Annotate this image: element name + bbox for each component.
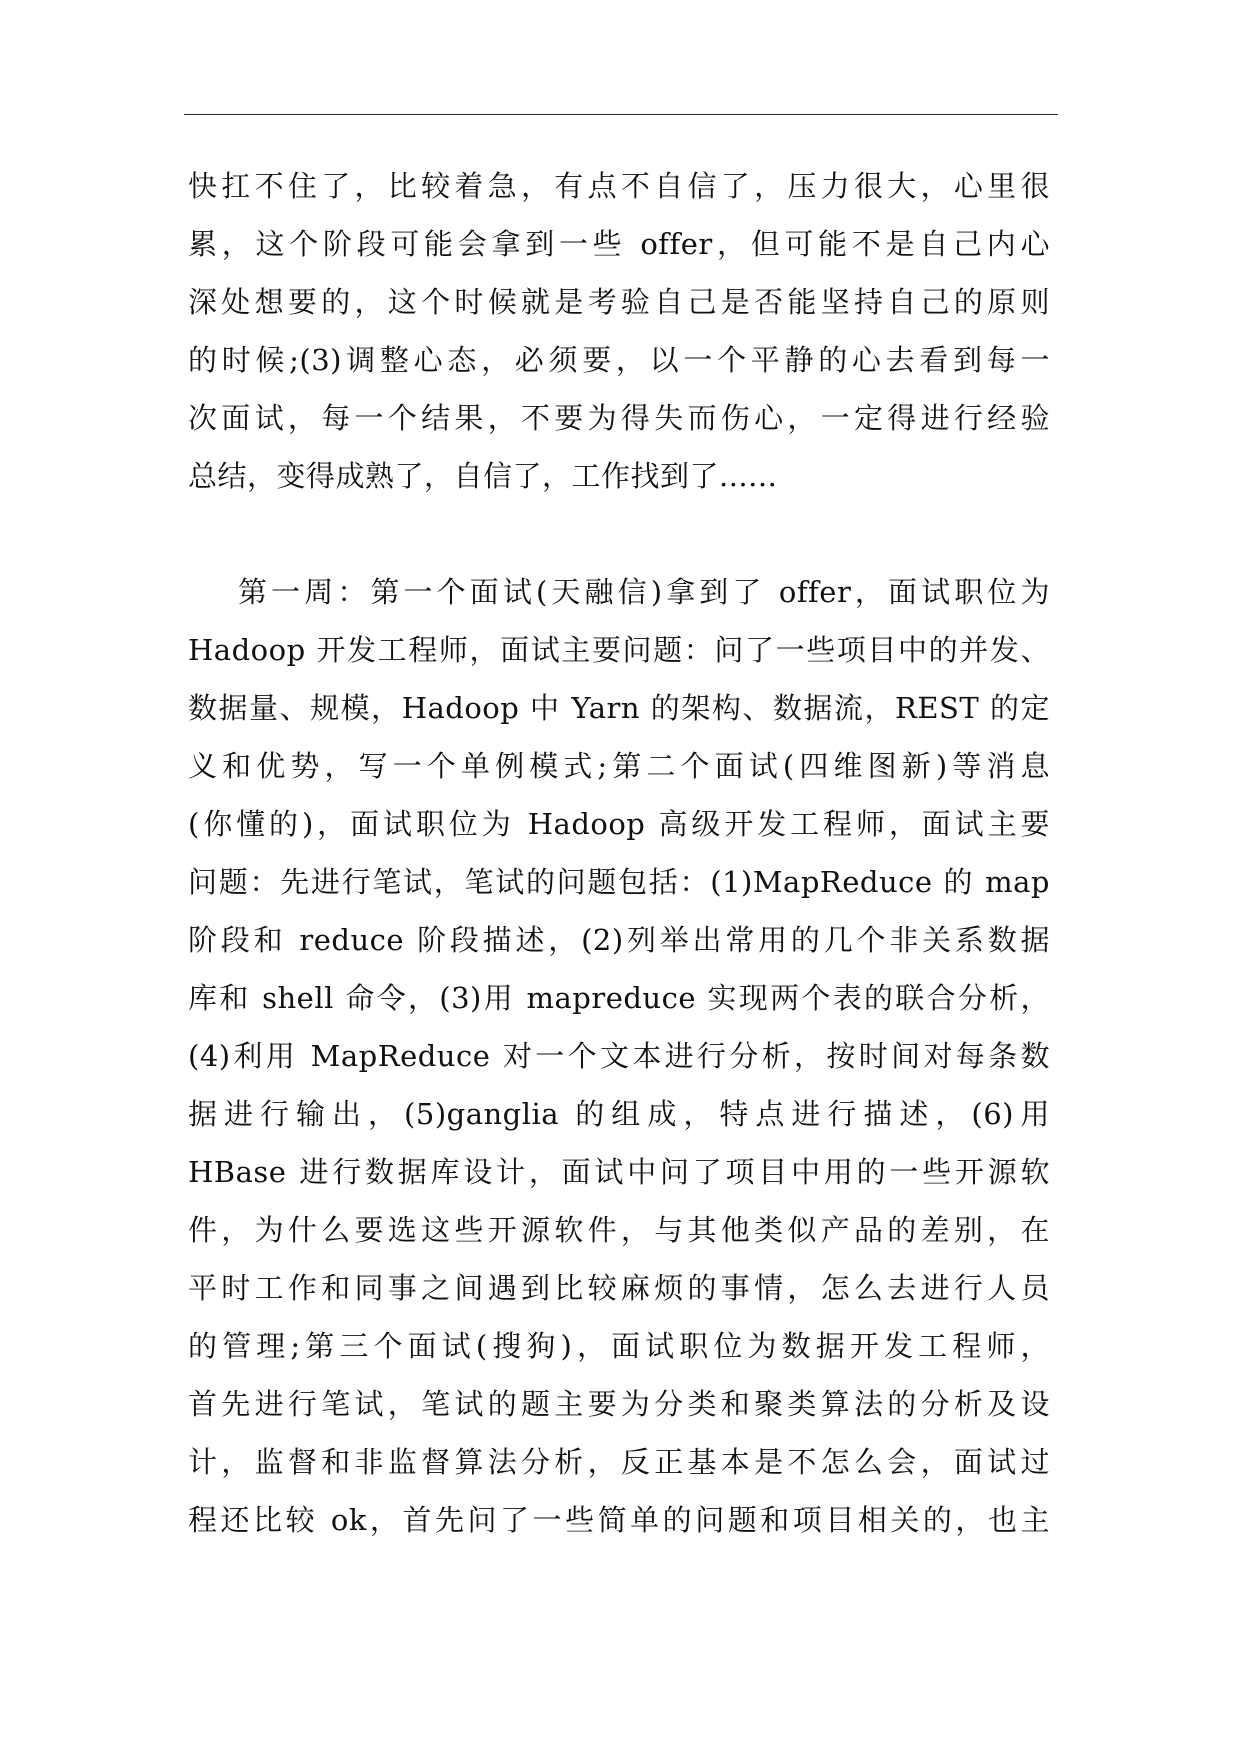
paragraph-line: 的管理;第三个面试(搜狗)，面试职位为数据开发工程师， [188,1329,1050,1363]
paragraph-line: 平时工作和同事之间遇到比较麻烦的事情，怎么去进行人员 [188,1271,1050,1305]
paragraph-line: 的时候;(3)调整心态，必须要，以一个平静的心去看到每一 [188,343,1050,377]
paragraph-line: 第一周：第一个面试(天融信)拿到了 offer，面试职位为 [238,575,1050,609]
paragraph-line: 次面试，每一个结果，不要为得失而伤心，一定得进行经验 [188,401,1050,435]
paragraph-line: 库和 shell 命令，(3)用 mapreduce 实现两个表的联合分析， [188,981,1050,1015]
paragraph-line: 问题：先进行笔试，笔试的问题包括：(1)MapReduce 的 map [188,865,1050,899]
paragraph-line: 累，这个阶段可能会拿到一些 offer，但可能不是自己内心 [188,227,1050,261]
paragraph-line: 程还比较 ok，首先问了一些简单的问题和项目相关的，也主 [188,1503,1050,1537]
paragraph-line: 义和优势，写一个单例模式;第二个面试(四维图新)等消息 [188,749,1050,783]
header-rule [184,114,1058,115]
paragraph-line: 阶段和 reduce 阶段描述，(2)列举出常用的几个非关系数据 [188,923,1050,957]
paragraph-line: (4)利用 MapReduce 对一个文本进行分析，按时间对每条数 [188,1039,1050,1073]
paragraph-line: (你懂的)，面试职位为 Hadoop 高级开发工程师，面试主要 [188,807,1050,841]
paragraph-line: HBase 进行数据库设计，面试中问了项目中用的一些开源软 [188,1155,1050,1189]
paragraph-line: 首先进行笔试，笔试的题主要为分类和聚类算法的分析及设 [188,1387,1050,1421]
paragraph-line: 总结，变得成熟了，自信了，工作找到了...... [188,459,778,493]
paragraph-line: 计，监督和非监督算法分析，反正基本是不怎么会，面试过 [188,1445,1050,1479]
paragraph-line: 据进行输出，(5)ganglia 的组成，特点进行描述，(6)用 [188,1097,1050,1131]
paragraph-line: 快扛不住了，比较着急，有点不自信了，压力很大，心里很 [188,169,1050,203]
paragraph-line: Hadoop 开发工程师，面试主要问题：问了一些项目中的并发、 [188,633,1050,667]
paragraph-line: 件，为什么要选这些开源软件，与其他类似产品的差别，在 [188,1213,1050,1247]
paragraph-line: 数据量、规模，Hadoop 中 Yarn 的架构、数据流，REST 的定 [188,691,1050,725]
paragraph-line: 深处想要的，这个时候就是考验自己是否能坚持自己的原则 [188,285,1050,319]
